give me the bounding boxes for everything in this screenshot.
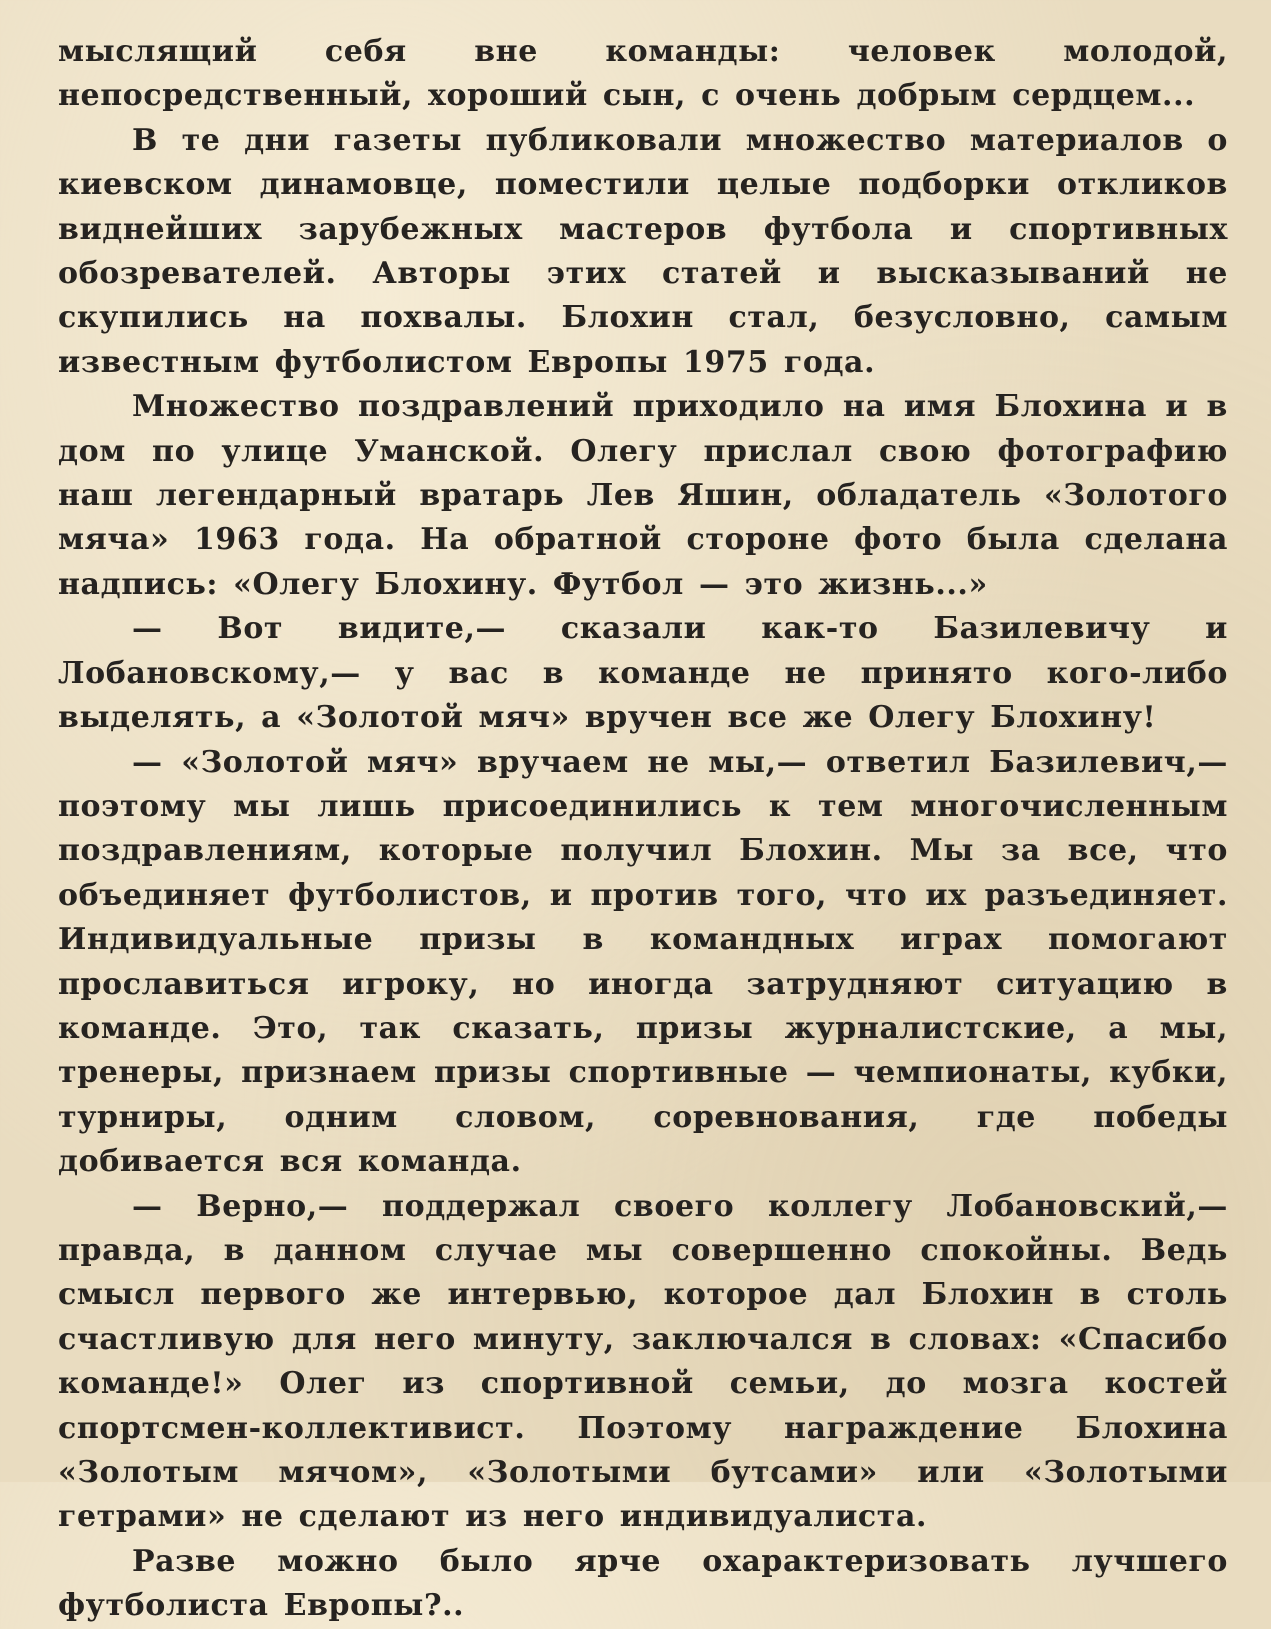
paragraph: В те дни газеты публиковали множество материалов о киевском динамовце, поместили целые подборки откликов виднейших зарубежных мастеров футбола и спортивных обозревателей. Авторы этих статей и высказываний не скупились на похвалы. Блохин стал, безусловно, самым известным футболистом Европы 1975 года. (58, 122, 1228, 380)
paragraph-dialogue: — Вот видите,— сказали как-то Базилевичу и Лобановскому,— у вас в команде не принято кого-либо выделять, а «Золотой мяч» вручен все же Олегу Блохину! (58, 611, 1228, 736)
paragraph: Множество поздравлений приходило на имя Блохина и в дом по улице Уманской. Олегу прислал свою фотографию наш легендарный вратарь Лев Яшин, обладатель «Золотого мяча» 1963 года. На обратной стороне фото была сделана надпись: «Олегу Блохину. Футбол — это жизнь...» (58, 389, 1228, 602)
paragraph: мыслящий себя вне команды: человек молодой, непосредственный, хороший сын, с очень добрым сердцем... (58, 34, 1228, 114)
paragraph: Разве можно было ярче охарактеризовать лучшего футболиста Европы?.. (58, 1543, 1228, 1624)
book-page-text (58, 30, 1228, 1629)
paragraph-dialogue: — «Золотой мяч» вручаем не мы,— ответил Базилевич,— поэтому мы лишь присоединились к тем многочисленным поздравлениям, которые получил Блохин. Мы за все, что объединяет футболистов, и против того, что их разъединяет. Индивидуальные призы в командных играх помогают прославиться игроку, но иногда затрудняют ситуацию в команде. Это, так сказать, призы журналистские, а мы, тренеры, признаем призы спортивные — чемпионаты, кубки, турниры, одним словом, соревнования, где победы добивается вся команда. (58, 744, 1228, 1180)
paragraph-dialogue: — Верно,— поддержал своего коллегу Лобановский,— правда, в данном случае мы совершенно спокойны. Ведь смысл первого же интервью, которое дал Блохин в столь счастливую для него минуту, заключался в словах: «Спасибо команде!» Олег из спортивной семьи, до мозга костей спортсмен-коллективист. Поэтому награждение Блохина «Золотым мячом», «Золотыми бутсами» или «Золотыми гетрами» не сделают из него индивидуалиста. (58, 1188, 1228, 1535)
